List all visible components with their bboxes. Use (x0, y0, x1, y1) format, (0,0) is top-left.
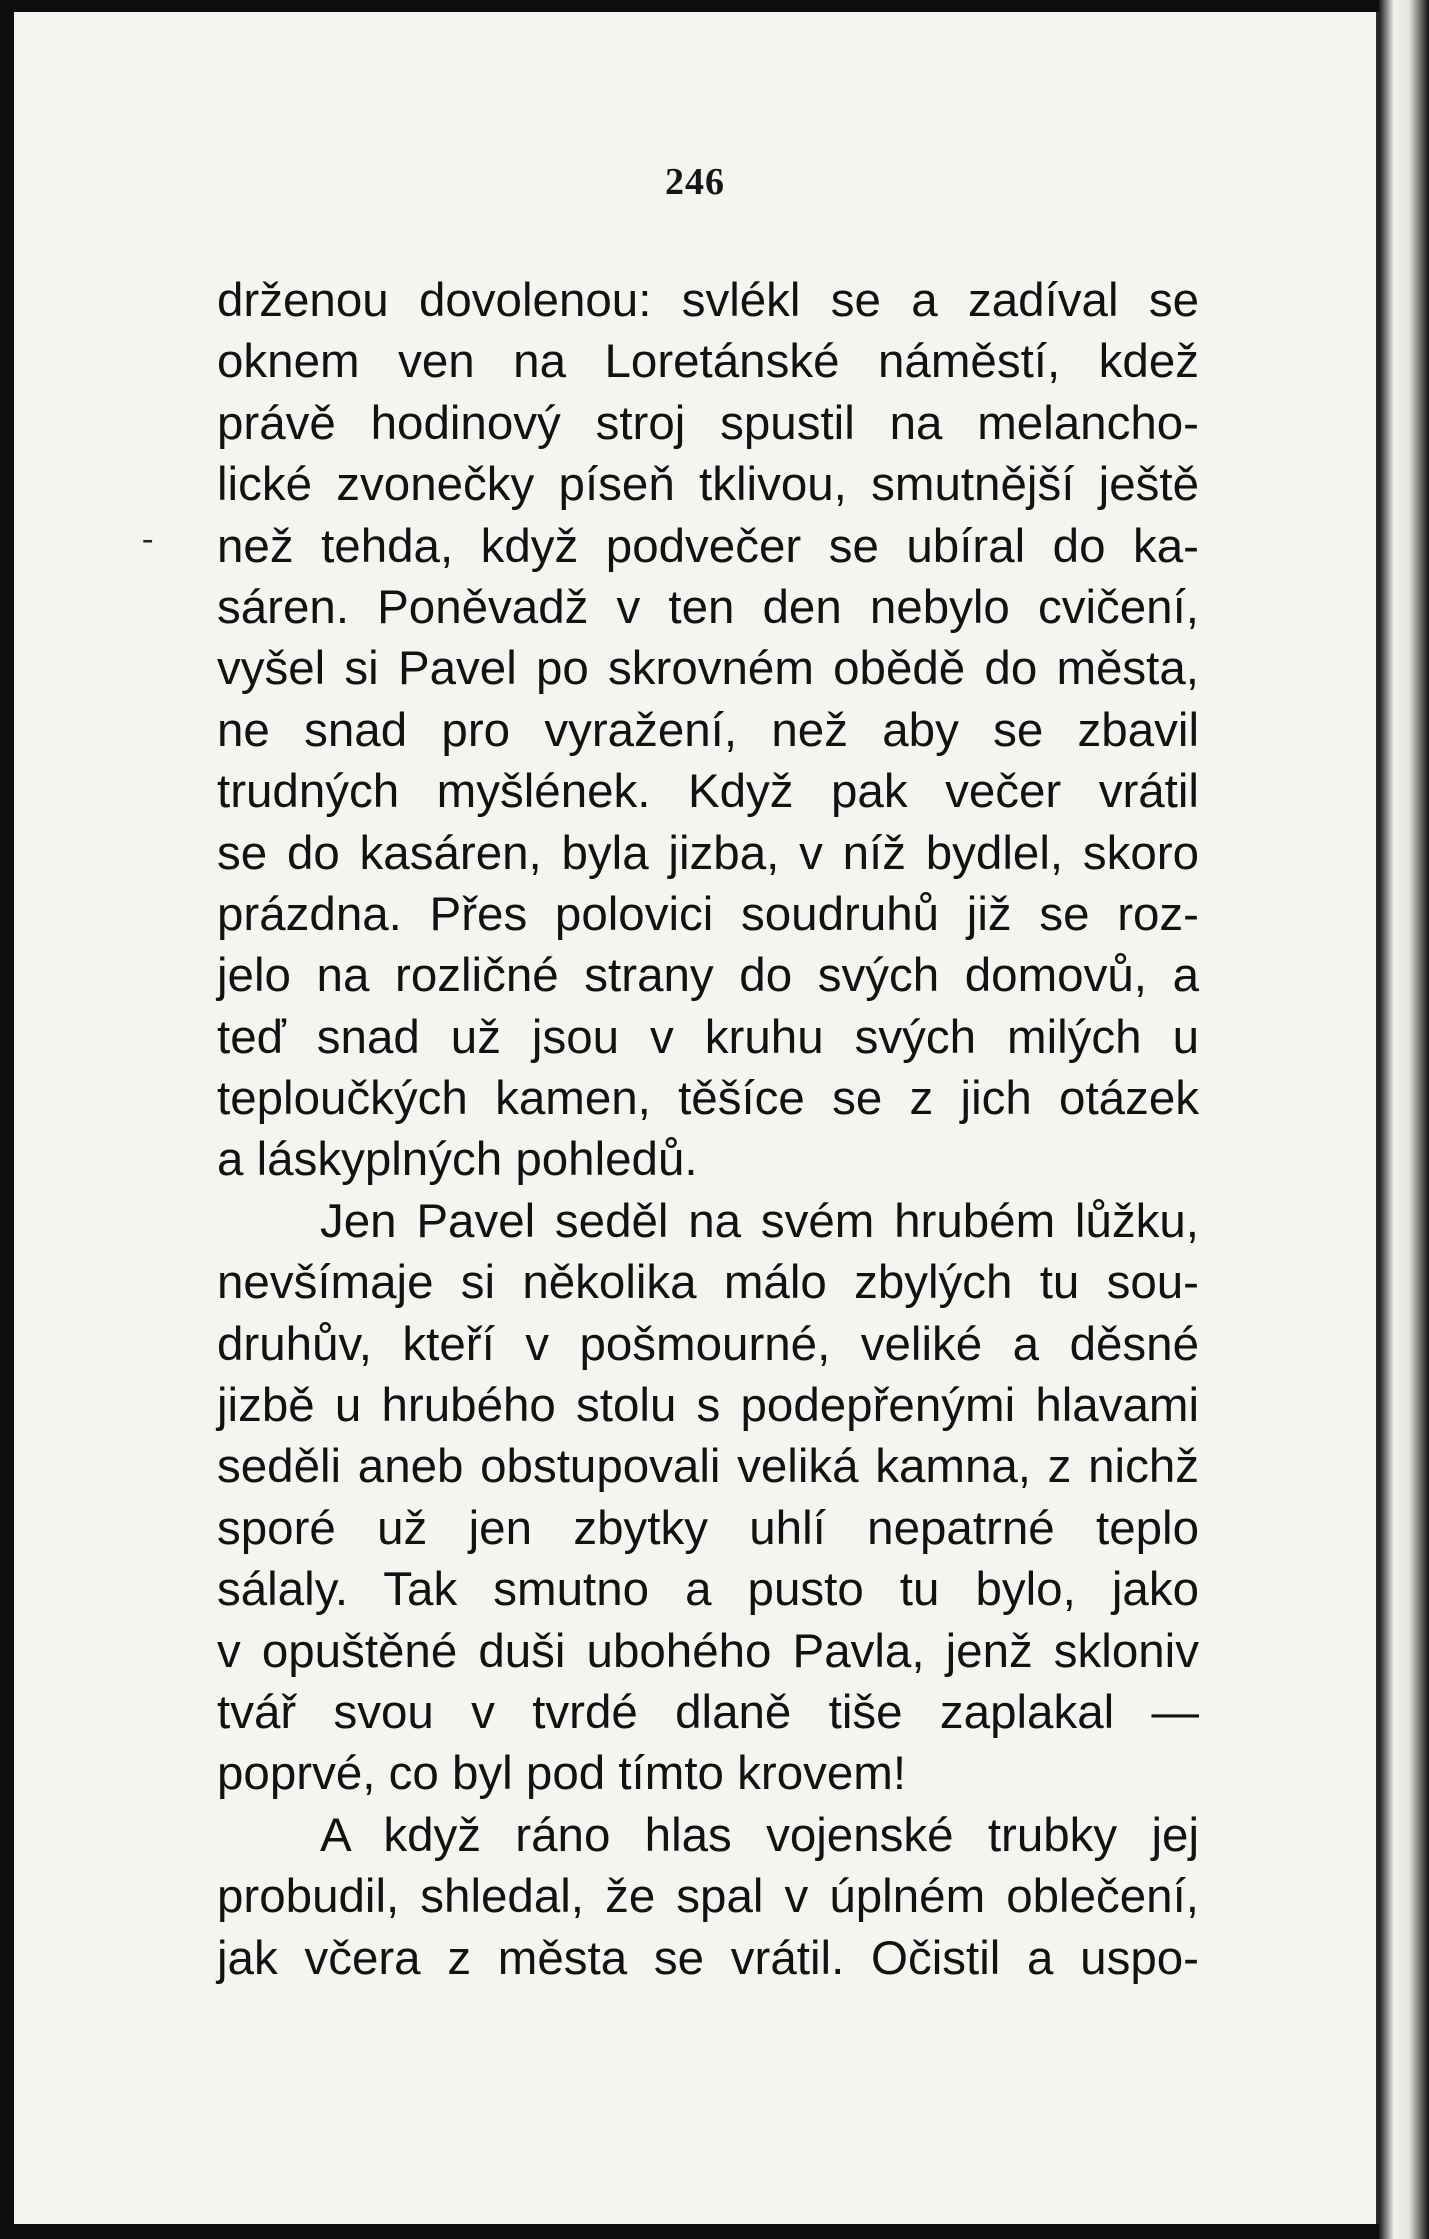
text-line: nevšímaje si několika málo zbylých tu sou- (217, 1256, 1199, 1310)
text-line: než tehda, když podvečer se ubíral do ka- (217, 519, 1199, 573)
margin-dash: - (142, 520, 154, 557)
text-line: oknem ven na Loretánské náměstí, kdež (217, 335, 1199, 389)
text-line: poprvé, co byl pod tímto krovem! (217, 1747, 907, 1801)
text-line: trudných myšlének. Když pak večer vrátil (217, 765, 1199, 819)
text-line: jak včera z města se vrátil. Očistil a uspo- (217, 1931, 1199, 1985)
text-line: se do kasáren, byla jizba, v níž bydlel, skoro (217, 826, 1199, 880)
text-line: drženou dovolenou: svlékl se a zadíval se (217, 274, 1199, 327)
body-text (217, 270, 1199, 1989)
page-edge (1379, 0, 1429, 2239)
text-line: v opuštěné duši ubohého Pavla, jenž skloniv (217, 1624, 1199, 1678)
text-line: sálaly. Tak smutno a pusto tu bylo, jako (217, 1563, 1199, 1617)
text-line: jelo na rozličné strany do svých domovů, a (217, 949, 1199, 1003)
text-line: probudil, shledal, že spal v úplném oblečení, (217, 1870, 1199, 1924)
text-line: A když ráno hlas vojenské trubky jej (320, 1808, 1199, 1862)
text-line: druhův, kteří v pošmourné, veliké a děsné (217, 1317, 1199, 1371)
text-line: sporé už jen zbytky uhlí nepatrné teplo (217, 1501, 1199, 1555)
text-line: teď snad už jsou v kruhu svých milých u (217, 1010, 1199, 1064)
text-line: ne snad pro vyražení, než aby se zbavil (217, 703, 1199, 757)
text-line: vyšel si Pavel po skrovném obědě do města, (217, 642, 1199, 696)
text-line: lické zvonečky píseň tklivou, smutnější ještě (217, 458, 1199, 512)
text-line: teploučkých kamen, těšíce se z jich otázek (217, 1072, 1199, 1126)
text-line: právě hodinový stroj spustil na melancho- (217, 396, 1199, 450)
page-number: 246 (665, 161, 725, 203)
text-line: sáren. Poněvadž v ten den nebylo cvičení, (217, 580, 1199, 634)
text-line: jizbě u hrubého stolu s podepřenými hlavami (217, 1379, 1199, 1433)
text-line: seděli aneb obstupovali veliká kamna, z nichž (217, 1440, 1199, 1494)
text-line: a láskyplných pohledů. (217, 1133, 698, 1187)
text-line: Jen Pavel seděl na svém hrubém lůžku, (320, 1194, 1199, 1248)
book-page (14, 12, 1379, 2224)
text-line: tvář svou v tvrdé dlaně tiše zaplakal — (217, 1685, 1199, 1739)
text-line: prázdna. Přes polovici soudruhů již se roz- (217, 887, 1199, 941)
